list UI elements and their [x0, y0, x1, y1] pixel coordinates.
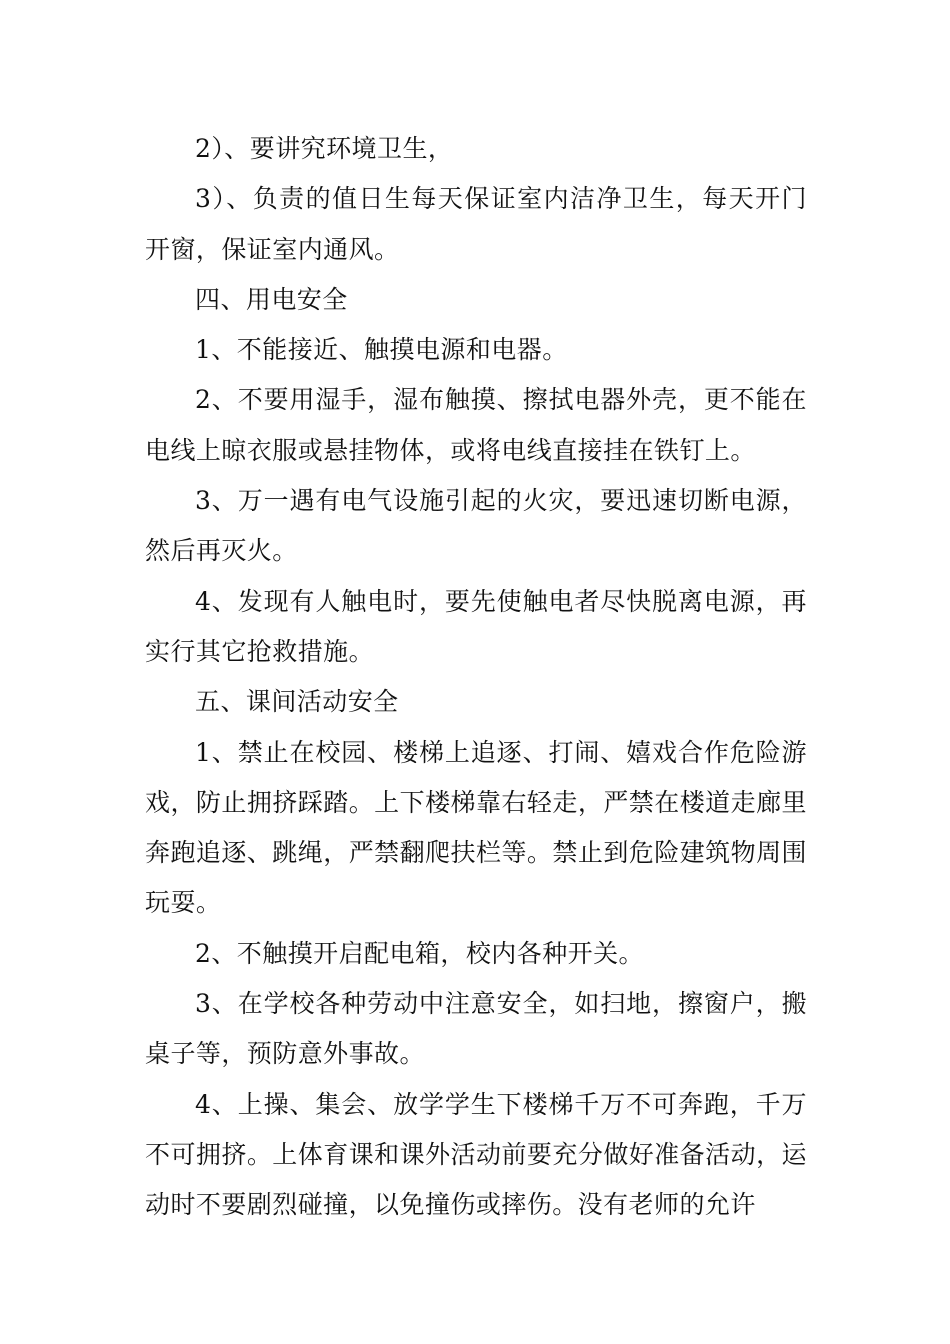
paragraph-electrical-2: 2、不要用湿手，湿布触摸、擦拭电器外壳，更不能在电线上晾衣服或悬挂物体，或将电线直接挂在铁钉上。 — [145, 385, 807, 465]
paragraph-electrical-3: 3、万一遇有电气设施引起的火灾，要迅速切断电源，然后再灭火。 — [145, 486, 807, 566]
document-body — [145, 124, 807, 1231]
paragraph-recess-1: 1、禁止在校园、楼梯上追逐、打闹、嬉戏合作危险游戏，防止拥挤踩踏。上下楼梯靠右轻走，严禁在楼道走廊里奔跑追逐、跳绳，严禁翻爬扶栏等。禁止到危险建筑物周围玩耍。 — [145, 737, 807, 918]
paragraph-recess-2: 2、不触摸开启配电箱，校内各种开关。 — [195, 938, 645, 968]
paragraph-hygiene-3: 3）、负责的值日生每天保证室内洁净卫生，每天开门开窗，保证室内通风。 — [145, 184, 807, 264]
section-heading-recess-safety: 五、课间活动安全 — [195, 687, 399, 717]
paragraph-electrical-4: 4、发现有人触电时，要先使触电者尽快脱离电源，再实行其它抢救措施。 — [145, 586, 807, 666]
paragraph-recess-4: 4、上操、集会、放学学生下楼梯千万不可奔跑，千万不可拥挤。上体育课和课外活动前要充分做好准备活动，运动时不要剧烈碰撞，以免撞伤或摔伤。没有老师的允许 — [145, 1089, 807, 1220]
paragraph-hygiene-2: 2）、要讲究环境卫生， — [195, 134, 454, 163]
paragraph-recess-3: 3、在学校各种劳动中注意安全，如扫地，擦窗户，搬桌子等，预防意外事故。 — [145, 989, 807, 1069]
section-heading-electrical-safety: 四、用电安全 — [195, 284, 348, 314]
paragraph-electrical-1: 1、不能接近、触摸电源和电器。 — [195, 335, 568, 365]
